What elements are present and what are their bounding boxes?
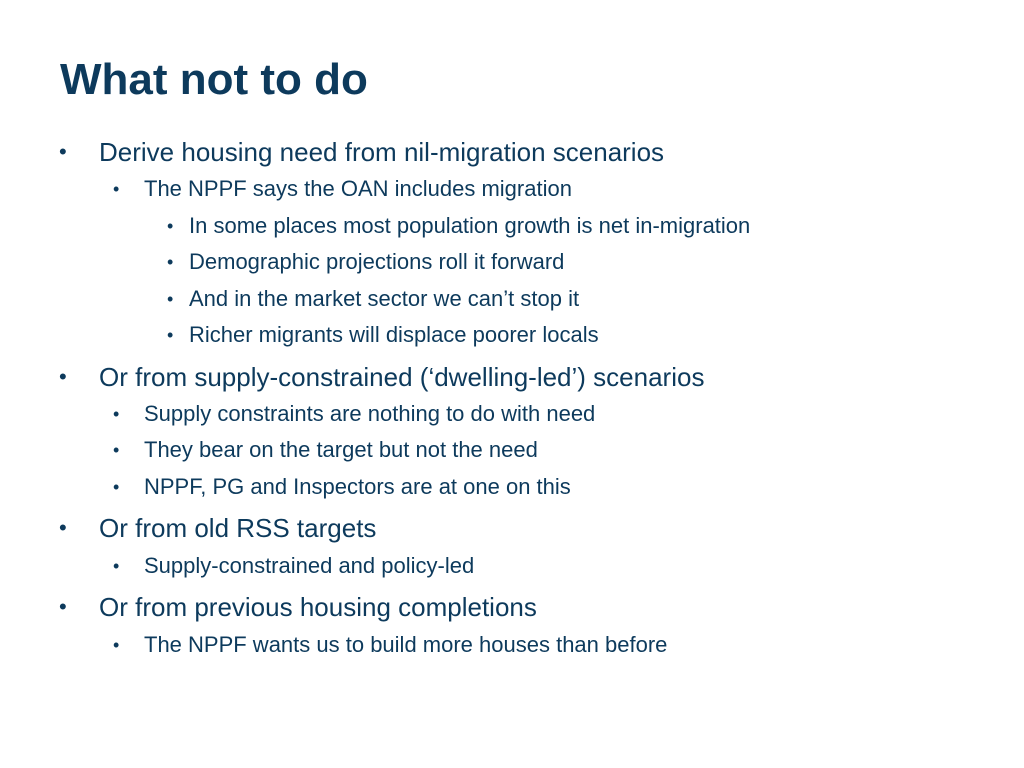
bullet-text: Derive housing need from nil-migration scenarios xyxy=(99,137,665,167)
bullet-text: The NPPF says the OAN includes migration xyxy=(144,176,572,201)
bullet-item xyxy=(167,213,751,239)
bullet-text: Or from old RSS targets xyxy=(99,513,377,543)
bullet-icon: • xyxy=(59,594,67,619)
bullet-text: Richer migrants will displace poorer locals xyxy=(189,322,599,347)
bullet-text: NPPF, PG and Inspectors are at one on this xyxy=(144,474,571,499)
bullet-icon: • xyxy=(113,179,120,199)
bullet-icon: • xyxy=(167,289,174,309)
bullet-text: And in the market sector we can’t stop it xyxy=(189,286,580,311)
bullet-item xyxy=(167,249,565,275)
bullet-icon: • xyxy=(113,556,120,576)
bullet-text: Demographic projections roll it forward xyxy=(189,249,565,274)
bullet-icon: • xyxy=(113,440,120,460)
bullet-icon: • xyxy=(167,252,174,272)
bullet-item xyxy=(113,553,475,579)
bullet-text: In some places most population growth is net in-migration xyxy=(189,213,751,238)
bullet-item xyxy=(113,437,538,463)
bullet-text: Supply constraints are nothing to do with need xyxy=(144,401,596,426)
bullet-item xyxy=(113,401,596,427)
bullet-icon: • xyxy=(167,325,174,345)
bullet-item xyxy=(59,362,705,392)
bullet-icon: • xyxy=(113,477,120,497)
bullet-text: They bear on the target but not the need xyxy=(144,437,538,462)
bullet-item xyxy=(113,176,572,202)
bullet-item xyxy=(59,592,537,622)
bullet-icon: • xyxy=(113,404,120,424)
bullet-icon: • xyxy=(113,635,120,655)
slide-title: What not to do xyxy=(60,55,368,104)
bullet-icon: • xyxy=(167,216,174,236)
bullet-item xyxy=(59,513,377,543)
bullet-item xyxy=(113,632,668,658)
bullet-icon: • xyxy=(59,139,67,164)
bullet-item xyxy=(59,137,665,167)
bullet-icon: • xyxy=(59,364,67,389)
bullet-text: The NPPF wants us to build more houses than before xyxy=(144,632,668,657)
bullet-item xyxy=(113,474,571,500)
bullet-icon: • xyxy=(59,515,67,540)
bullet-item xyxy=(167,322,599,348)
bullet-item xyxy=(167,286,580,312)
bullet-text: Supply-constrained and policy-led xyxy=(144,553,475,578)
bullet-text: Or from previous housing completions xyxy=(99,592,537,622)
bullet-text: Or from supply-constrained (‘dwelling-led’) scenarios xyxy=(99,362,705,392)
